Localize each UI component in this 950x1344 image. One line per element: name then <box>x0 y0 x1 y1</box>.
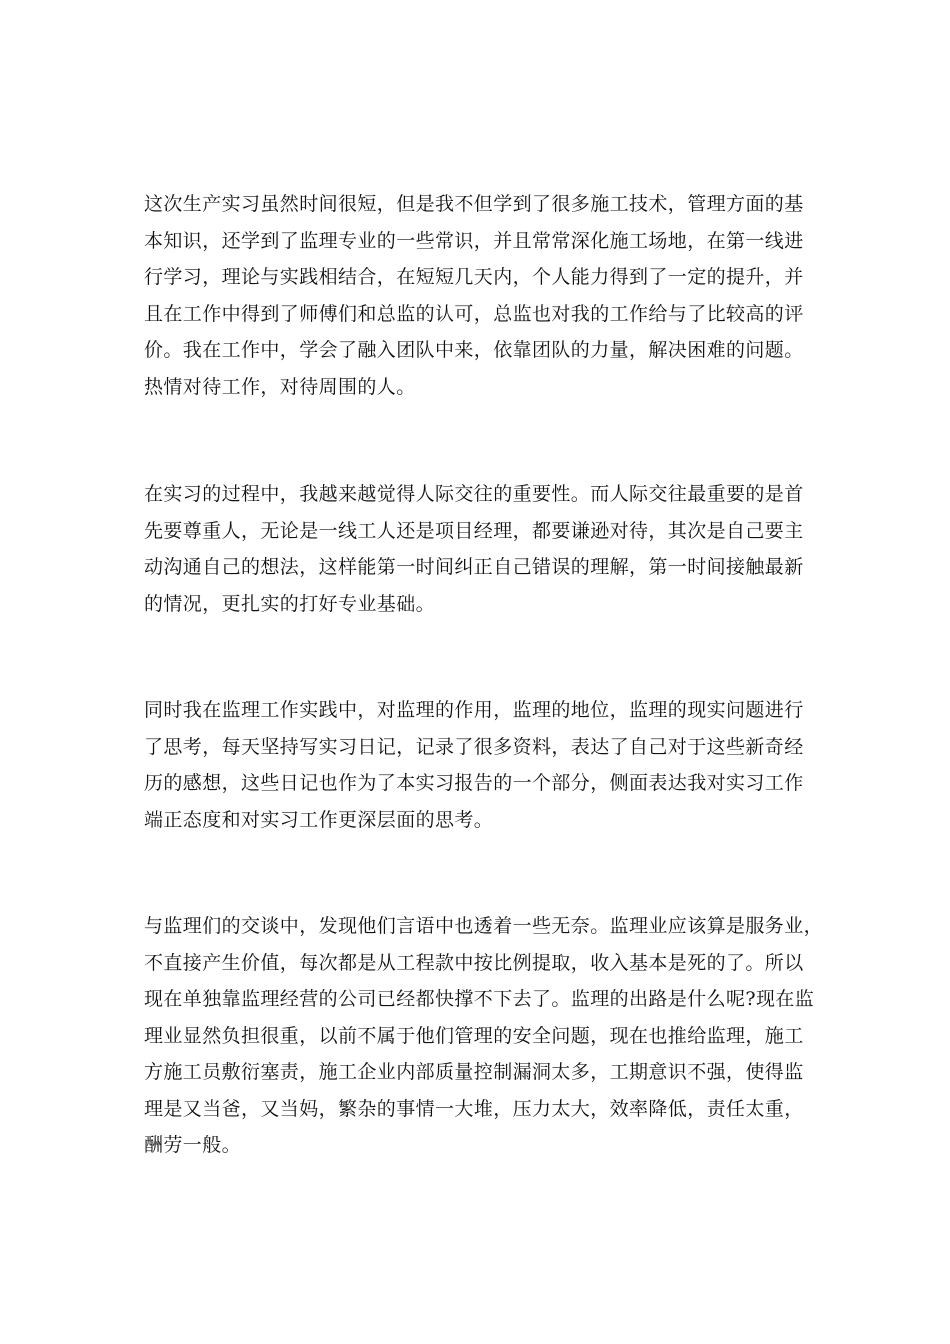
paragraph-line: 方施工员敷衍塞责，施工企业内部质量控制漏洞太多，工期意识不强，使得监 <box>144 1061 804 1083</box>
paragraph-line: 行学习，理论与实践相结合，在短短几天内，个人能力得到了一定的提升，并 <box>144 266 804 288</box>
paragraph-reflection <box>144 692 824 838</box>
paragraph-line: 价。我在工作中，学会了融入团队中来，依靠团队的力量，解决困难的问题。 <box>144 339 804 361</box>
paragraph-line: 酬劳一般。 <box>144 1134 242 1156</box>
paragraph-line: 理业显然负担很重，以前不属于他们管理的安全问题，现在也推给监理，施工 <box>144 1024 804 1047</box>
paragraph-line: 不直接产生价值，每次都是从工程款中按比例提取，收入基本是死的了。所以 <box>144 951 804 974</box>
paragraph-line: 在实习的过程中，我越来越觉得人际交往的重要性。而人际交往最重要的是首 <box>144 483 804 505</box>
paragraph-line: 与监理们的交谈中，发现他们言语中也透着一些无奈。监理业应该算是服务业， <box>144 915 824 937</box>
paragraph-line: 现在单独靠监理经营的公司已经都快撑不下去了。监理的出路是什么呢?现在监 <box>144 988 815 1010</box>
paragraph-line: 端正态度和对实习工作更深层面的思考。 <box>144 808 494 831</box>
paragraph-line: 的情况，更扎实的打好专业基础。 <box>144 592 436 615</box>
paragraph-line: 且在工作中得到了师傅们和总监的认可，总监也对我的工作给与了比较高的评 <box>144 302 804 325</box>
paragraph-line: 动沟通自己的想法，这样能第一时间纠正自己错误的理解，第一时间接触最新 <box>144 556 804 578</box>
paragraph-line: 了思考，每天坚持写实习日记，记录了很多资料，表达了自己对于这些新奇经 <box>144 735 804 758</box>
paragraph-line: 历的感想，这些日记也作为了本实习报告的一个部分，侧面表达我对实习工作 <box>144 772 804 794</box>
paragraph-line: 先要尊重人，无论是一线工人还是项目经理，都要谦逊对待，其次是自己要主 <box>144 519 804 542</box>
paragraph-interpersonal <box>144 476 824 622</box>
paragraph-internship-summary <box>144 186 824 405</box>
paragraph-supervision-industry <box>144 908 824 1164</box>
paragraph-line: 本知识，还学到了监理专业的一些常识，并且常常深化施工场地，在第一线进 <box>144 229 804 252</box>
paragraph-line: 这次生产实习虽然时间很短，但是我不但学到了很多施工技术，管理方面的基 <box>144 193 804 215</box>
paragraph-line: 热情对待工作，对待周围的人。 <box>144 375 416 398</box>
paragraph-line: 理是又当爸，又当妈，繁杂的事情一大堆，压力太大，效率降低，责任太重， <box>144 1097 804 1120</box>
paragraph-line: 同时我在监理工作实践中，对监理的作用，监理的地位，监理的现实问题进行 <box>144 699 804 721</box>
